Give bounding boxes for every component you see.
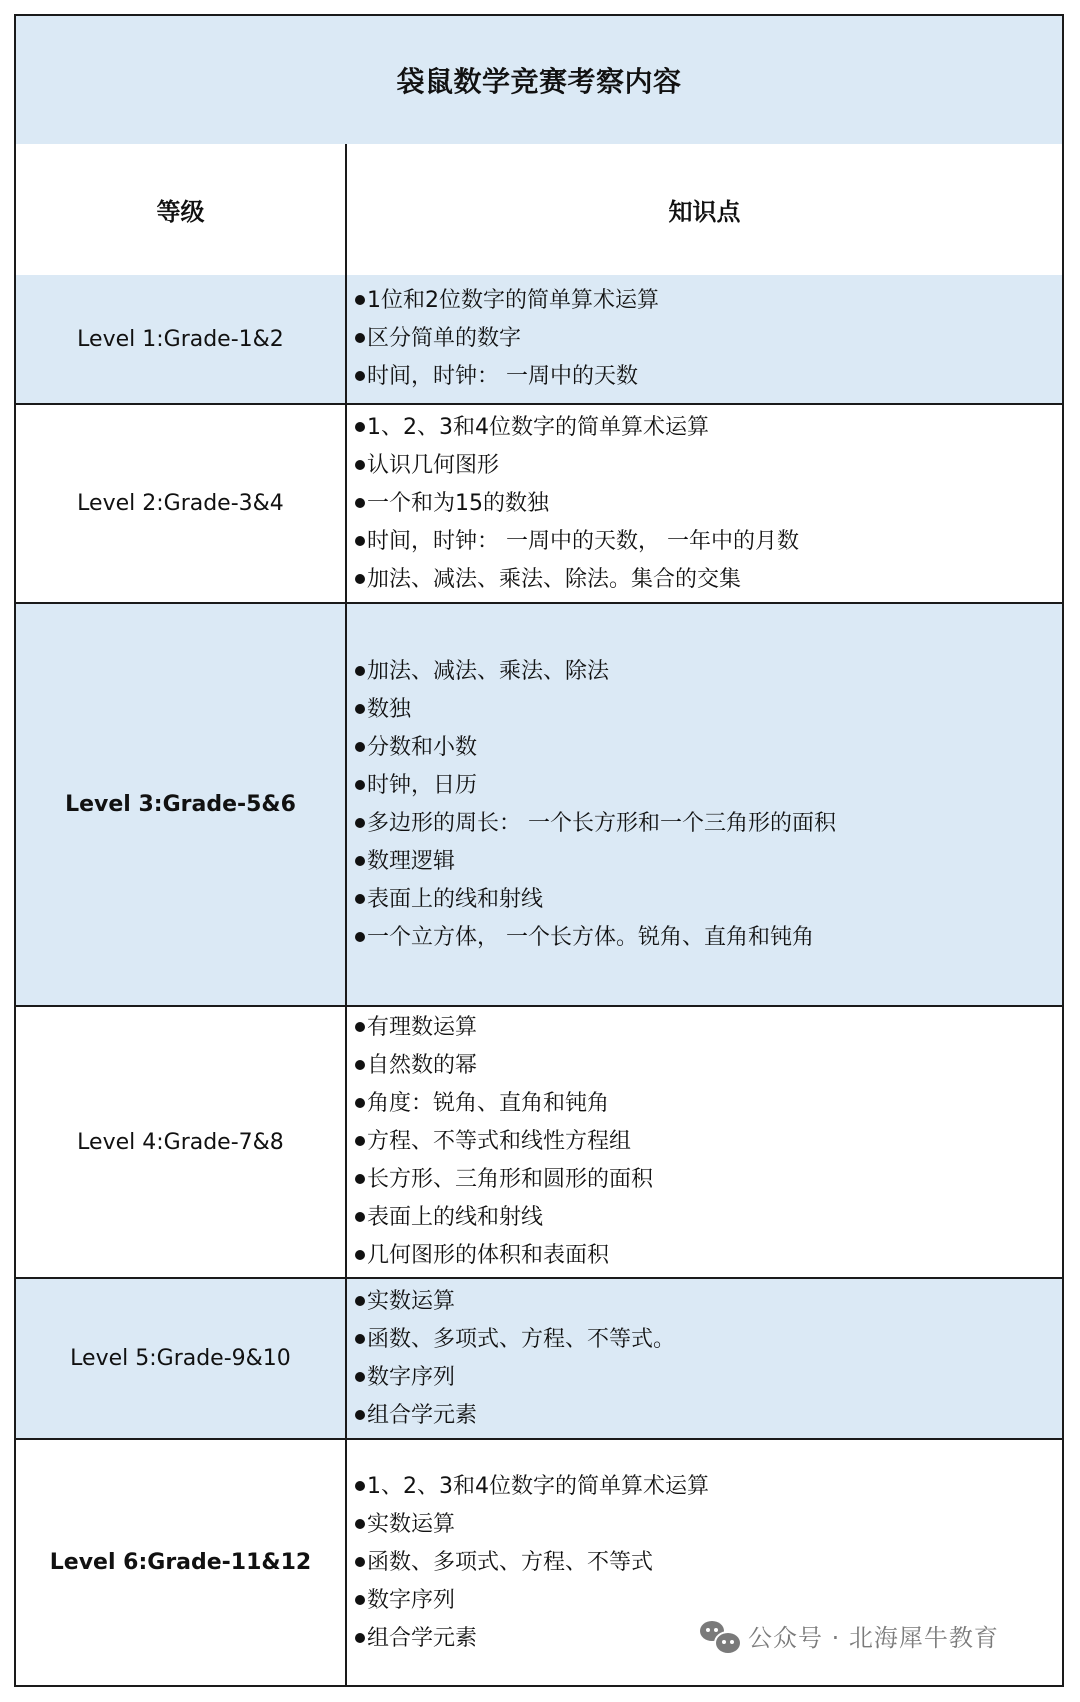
title-row xyxy=(16,16,1062,146)
list-item: 加法、减法、乘法、除法。集合的交集 xyxy=(355,561,1062,599)
points-cell xyxy=(347,604,1062,1005)
bullet-icon xyxy=(355,1595,365,1605)
bullet-icon xyxy=(355,1557,365,1567)
list-item: 时钟，日历 xyxy=(355,767,1062,805)
list-item: 自然数的幂 xyxy=(355,1047,1062,1085)
list-item: 加法、减法、乘法、除法 xyxy=(355,653,1062,691)
bullet-icon xyxy=(355,1136,365,1146)
bullet-icon xyxy=(355,498,365,508)
list-item: 实数运算 xyxy=(355,1506,1062,1544)
bullet-icon xyxy=(355,574,365,584)
points-cell xyxy=(347,1007,1062,1277)
bullet-icon xyxy=(355,742,365,752)
table-row-level-3 xyxy=(16,604,1062,1007)
list-item: 数理逻辑 xyxy=(355,843,1062,881)
list-item: 数独 xyxy=(355,691,1062,729)
bullet-icon xyxy=(355,1410,365,1420)
bullet-icon xyxy=(355,1372,365,1382)
header-points: 知识点 xyxy=(668,198,741,226)
header-level: 等级 xyxy=(16,144,347,275)
list-item: 长方形、三角形和圆形的面积 xyxy=(355,1161,1062,1199)
list-item: 一个和为15的数独 xyxy=(355,485,1062,523)
list-item: 有理数运算 xyxy=(355,1009,1062,1047)
table-row-level-1 xyxy=(16,275,1062,405)
wechat-icon xyxy=(700,1619,740,1653)
list-item: 时间，时钟： 一周中的天数， 一年中的月数 xyxy=(355,523,1062,561)
list-item: 角度：锐角、直角和钝角 xyxy=(355,1085,1062,1123)
bullet-icon xyxy=(355,780,365,790)
list-item: 函数、多项式、方程、不等式。 xyxy=(355,1321,1062,1359)
list-item: 认识几何图形 xyxy=(355,447,1062,485)
table-row-level-5 xyxy=(16,1279,1062,1440)
level-label: Level 2:Grade-3&4 xyxy=(16,405,347,602)
list-item: 函数、多项式、方程、不等式 xyxy=(355,1544,1062,1582)
bullet-icon xyxy=(355,1250,365,1260)
bullet-icon xyxy=(355,1334,365,1344)
bullet-icon xyxy=(355,1098,365,1108)
bullet-icon xyxy=(355,1481,365,1491)
watermark xyxy=(700,1618,999,1653)
header-row xyxy=(16,144,1062,277)
list-item: 分数和小数 xyxy=(355,729,1062,767)
bullet-icon xyxy=(355,1060,365,1070)
list-item: 表面上的线和射线 xyxy=(355,1199,1062,1237)
bullet-icon xyxy=(355,1022,365,1032)
list-item: 多边形的周长： 一个长方形和一个三角形的面积 xyxy=(355,805,1062,843)
bullet-icon xyxy=(355,666,365,676)
bullet-icon xyxy=(355,1633,365,1643)
level-label: Level 1:Grade-1&2 xyxy=(16,275,347,403)
bullet-icon xyxy=(355,1174,365,1184)
level-label: Level 3:Grade-5&6 xyxy=(16,604,347,1005)
points-cell xyxy=(347,275,1062,403)
list-item: 表面上的线和射线 xyxy=(355,881,1062,919)
level-label: Level 4:Grade-7&8 xyxy=(16,1007,347,1277)
bullet-icon xyxy=(355,1296,365,1306)
bullet-icon xyxy=(355,295,365,305)
list-item: 时间，时钟： 一周中的天数 xyxy=(355,358,1062,396)
list-item: 1、2、3和4位数字的简单算术运算 xyxy=(355,1468,1062,1506)
list-item: 组合学元素 xyxy=(355,1620,1062,1658)
points-cell xyxy=(347,405,1062,602)
bullet-icon xyxy=(355,818,365,828)
exam-content-table xyxy=(14,14,1064,1687)
bullet-icon xyxy=(355,536,365,546)
bullet-icon xyxy=(355,422,365,432)
list-item: 数字序列 xyxy=(355,1582,1062,1620)
bullet-icon xyxy=(355,371,365,381)
list-item: 实数运算 xyxy=(355,1283,1062,1321)
list-item: 1、2、3和4位数字的简单算术运算 xyxy=(355,409,1062,447)
level-label: Level 5:Grade-9&10 xyxy=(16,1279,347,1438)
points-cell xyxy=(347,1279,1062,1438)
table-title: 袋鼠数学竞赛考察内容 xyxy=(396,65,682,98)
bullet-icon xyxy=(355,894,365,904)
bullet-icon xyxy=(355,460,365,470)
bullet-icon xyxy=(355,1212,365,1222)
list-item: 几何图形的体积和表面积 xyxy=(355,1237,1062,1275)
table-row-level-2 xyxy=(16,405,1062,604)
list-item: 组合学元素 xyxy=(355,1397,1062,1435)
list-item: 一个立方体， 一个长方体。锐角、直角和钝角 xyxy=(355,919,1062,957)
list-item: 方程、不等式和线性方程组 xyxy=(355,1123,1062,1161)
level-label: Level 6:Grade-11&12 xyxy=(16,1440,347,1685)
list-item: 数字序列 xyxy=(355,1359,1062,1397)
bullet-icon xyxy=(355,932,365,942)
bullet-icon xyxy=(355,704,365,714)
list-item: 1位和2位数字的简单算术运算 xyxy=(355,282,1062,320)
watermark-text: 公众号 · 北海犀牛教育 xyxy=(748,1624,999,1652)
bullet-icon xyxy=(355,856,365,866)
list-item: 区分简单的数字 xyxy=(355,320,1062,358)
bullet-icon xyxy=(355,333,365,343)
table-row-level-4 xyxy=(16,1007,1062,1279)
header-points-cell xyxy=(347,144,1062,275)
bullet-icon xyxy=(355,1519,365,1529)
